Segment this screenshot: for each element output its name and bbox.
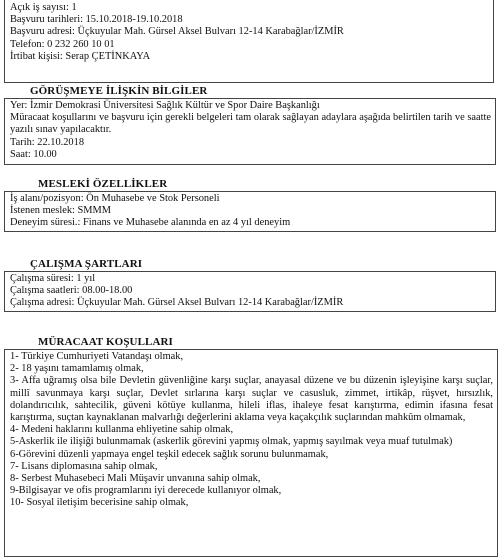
requirements-box bbox=[4, 349, 498, 557]
conditions-info-box bbox=[4, 271, 496, 312]
application-address: Başvuru adresi: Üçkuyular Mah. Gürsel Aksel Bulvarı 12-14 Karabağlar/İZMİR bbox=[10, 26, 344, 38]
requirement-item: 2- 18 yaşını tamamlamış olmak, bbox=[10, 363, 144, 375]
requirement-item: 1- Türkiye Cumhuriyeti Vatandaşı olmak, bbox=[10, 351, 184, 362]
conditions-heading: ÇALIŞMA ŞARTLARI bbox=[30, 258, 143, 270]
requirement-item: 6-Görevini düzenli yapmaya engel teşkil edecek sağlık sorunu bulunmamak, bbox=[10, 448, 329, 460]
required-profession: İstenen meslek: SMMM bbox=[10, 205, 112, 217]
working-hours: Çalışma saatleri: 08.00-18.00 bbox=[10, 285, 133, 297]
requirement-item: 5-Askerlik ile ilişiği bulunmamak (askerlik görevini yapmış olmak, yapmış sayılmak veya muaf tutulmak) bbox=[10, 436, 453, 448]
application-dates: Başvuru tarihleri: 15.10.2018-19.10.2018 bbox=[10, 14, 183, 26]
meeting-description: Müracaat koşullarını ve başvuru için gerekli belgeleri tam olarak sağlayan adaylara aşağıda belirtilen tarih ve saatte yazılı sınav yapılacaktır. bbox=[10, 112, 491, 136]
position-field: İş alanı/pozisyon: Ön Muhasebe ve Stok Personeli bbox=[10, 193, 220, 204]
requirement-item: 9-Bilgisayar ve ofis programlarını iyi derecede kullanıyor olmak, bbox=[10, 485, 282, 497]
meeting-date: Tarih: 22.10.2018 bbox=[10, 136, 85, 148]
requirement-item: 7- Lisans diplomasına sahip olmak, bbox=[10, 460, 158, 472]
requirement-item: 8- Serbest Muhasebeci Mali Müşavir unvanına sahip olmak, bbox=[10, 473, 261, 485]
requirement-item: 3- Affa uğramış olsa bile Devletin güvenliğine karşı suçlar, anayasal düzene ve bu düzenin işleyişine karşı suçlar, millî savunmaya karşı suçlar, Devlet sırlarına karşı suçlar ve casusluk, zimmet, irtikâp, rüşvet, hırsızlık, dolandırıcılık, sahtecilik, güveni kötüye kullanma, hileli iflas, ihaleye fesat karıştırma, edimin ifasına fesat karıştırma, suçtan kaynaklanan malvarlığı değerlerini aklama veya kaçakçılık suçlarından mahkûm olmamak, bbox=[10, 375, 493, 424]
professional-heading: MESLEKİ ÖZELLİKLER bbox=[38, 178, 168, 190]
meeting-time: Saat: 10.00 bbox=[10, 148, 57, 160]
professional-info-box bbox=[4, 191, 496, 232]
meeting-heading: GÖRÜŞMEYE İLİŞKİN BİLGİLER bbox=[30, 85, 208, 97]
phone-number: Telefon: 0 232 260 10 01 bbox=[10, 38, 115, 50]
working-address: Çalışma adresi: Üçkuyular Mah. Gürsel Aksel Bulvarı 12-14 Karabağlar/İZMİR bbox=[10, 297, 344, 309]
meeting-place: Yer: İzmir Demokrasi Üniversitesi Sağlık Kültür ve Spor Daire Başkanlığı bbox=[10, 100, 320, 111]
contact-info-box bbox=[4, 0, 494, 83]
experience-duration: Deneyim süresi.: Finans ve Muhasebe alanında en az 4 yıl deneyim bbox=[10, 217, 291, 229]
open-positions-count: Açık iş sayısı: 1 bbox=[10, 2, 77, 13]
working-period: Çalışma süresi: 1 yıl bbox=[10, 273, 96, 284]
meeting-info-box bbox=[4, 98, 496, 165]
contact-person: İrtibat kişisi: Serap ÇETİNKAYA bbox=[10, 50, 151, 62]
requirement-item: 4- Medeni haklarını kullanma ehliyetine sahip olmak, bbox=[10, 424, 234, 436]
requirement-item: 10- Sosyal iletişim becerisine sahip olmak, bbox=[10, 497, 189, 509]
requirements-heading: MÜRACAAT KOŞULLARI bbox=[38, 336, 173, 348]
